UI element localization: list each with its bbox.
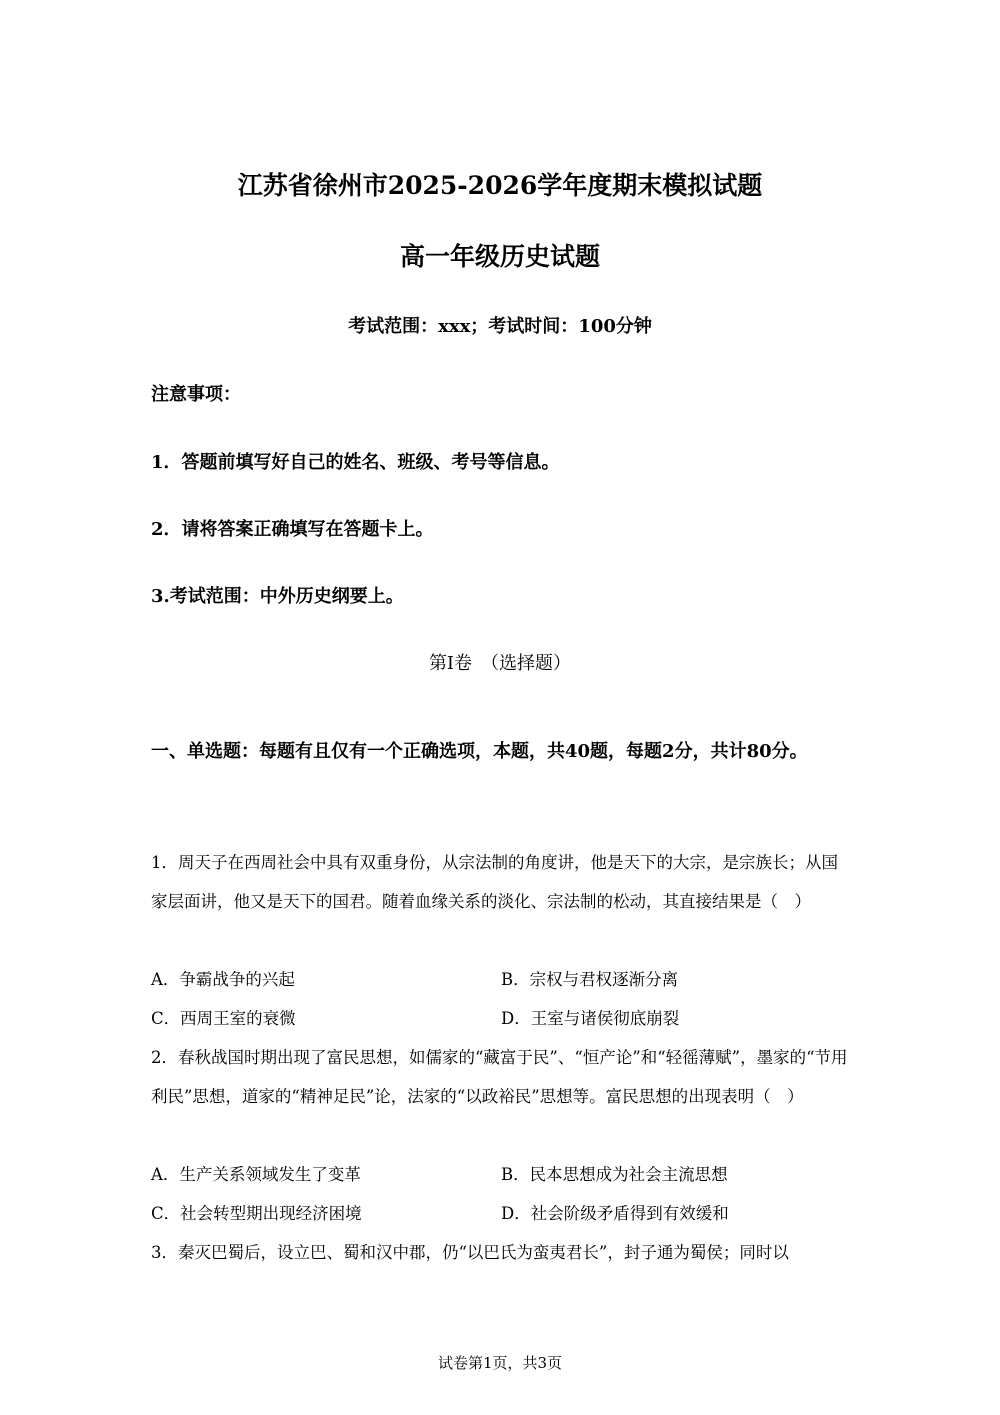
section-description: 一、单选题：每题有且仅有一个正确选项，本题，共40题，每题2分，共计80分。: [151, 741, 808, 762]
exam-subtitle: 高一年级历史试题: [399, 242, 600, 271]
question-1-option-d[interactable]: D．王室与诸侯彻底崩裂: [501, 1009, 680, 1028]
note-item-3: 3.考试范围：中外历史纲要上。: [151, 586, 404, 607]
question-2-options-row-2: [151, 1200, 851, 1228]
question-2-option-d[interactable]: D．社会阶级矛盾得到有效缓和: [501, 1204, 729, 1223]
exam-title: 江苏省徐州市2025-2026学年度期末模拟试题: [237, 171, 763, 200]
question-1: [151, 843, 851, 921]
question-1-stem: 1．周天子在西周社会中具有双重身份，从宗法制的角度讲，他是天下的大宗，是宗族长；从国家层面讲，他又是天下的国君。随着血缘关系的淡化、宗法制的松动，其直接结果是（ ）: [151, 853, 838, 911]
question-2: [151, 1038, 851, 1116]
page-footer: 试卷第1页，共3页: [437, 1354, 563, 1372]
question-1-option-b[interactable]: B．宗权与君权逐渐分离: [501, 970, 679, 989]
question-2-option-b[interactable]: B．民本思想成为社会主流思想: [501, 1165, 728, 1184]
question-3: [151, 1233, 851, 1272]
question-2-stem: 2．春秋战国时期出现了富民思想，如儒家的“藏富于民”、“恒产论”和“轻徭薄赋”，墨家的“节用利民”思想，道家的“精神足民”论，法家的“以政裕民”思想等。富民思想的出现表明（ ）: [151, 1048, 848, 1106]
question-2-option-c[interactable]: C．社会转型期出现经济困境: [151, 1204, 362, 1223]
question-2-options-row-1: [151, 1161, 851, 1189]
question-1-option-c[interactable]: C．西周王室的衰微: [151, 1009, 296, 1028]
question-1-option-a[interactable]: A．争霸战争的兴起: [151, 970, 295, 989]
notes-heading: 注意事项：: [151, 384, 241, 405]
note-item-2: 2．请将答案正确填写在答题卡上。: [151, 519, 434, 540]
question-1-options-row-1: [151, 966, 851, 994]
question-2-option-a[interactable]: A．生产关系领域发生了变革: [151, 1165, 361, 1184]
exam-info: 考试范围：xxx；考试时间：100分钟: [348, 316, 652, 337]
question-3-stem: 3．秦灭巴蜀后，设立巴、蜀和汉中郡，仍“以巴氏为蛮夷君长”，封子通为蜀侯；同时以: [151, 1243, 789, 1262]
note-item-1: 1．答题前填写好自己的姓名、班级、考号等信息。: [151, 452, 560, 473]
question-1-options-row-2: [151, 1005, 851, 1033]
section-heading: 第I卷 （选择题）: [428, 653, 572, 674]
